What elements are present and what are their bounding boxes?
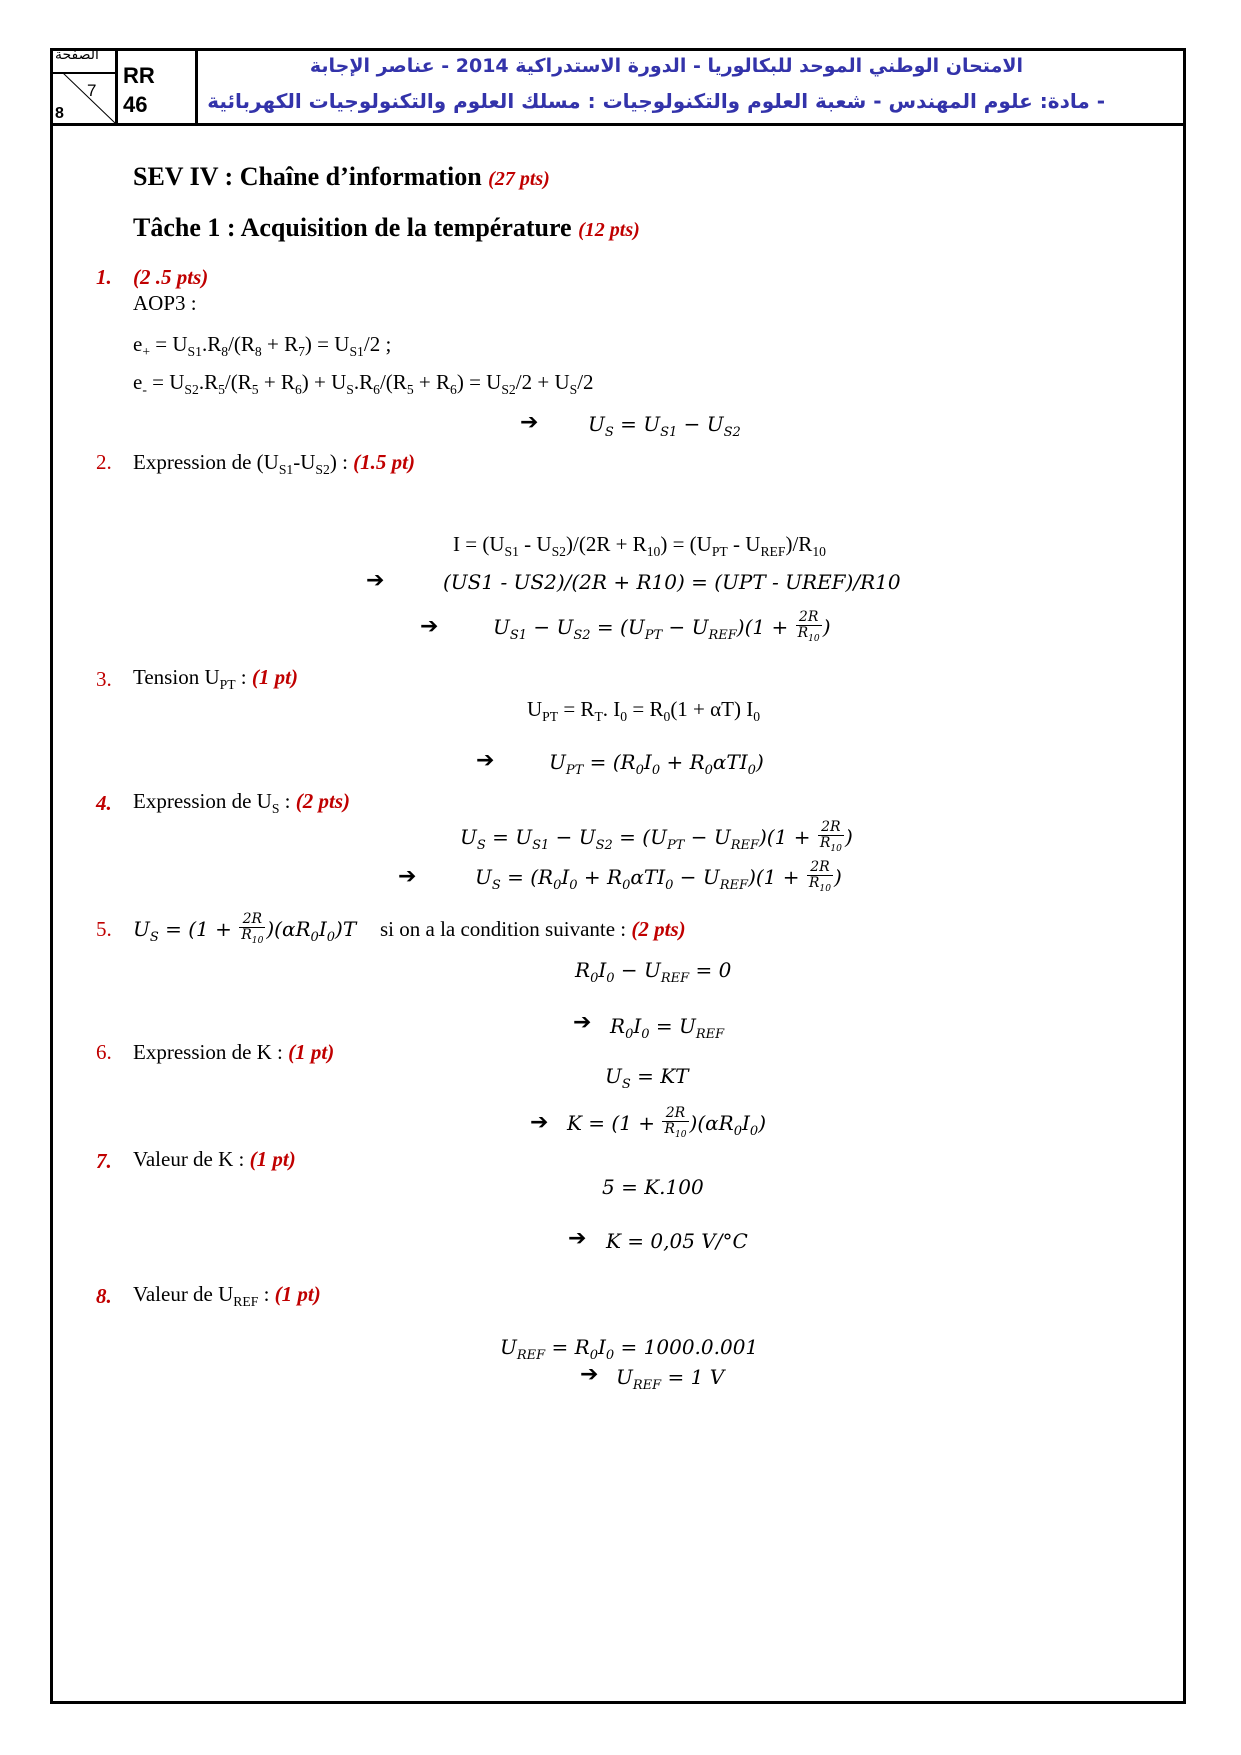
q5-expr: $U_S = (1$ + $\frac{2R}{R_{10}}$ )$(\alpha R_0I_0)T$ xyxy=(133,911,357,946)
q7-number: 7. xyxy=(96,1149,112,1173)
exam-header xyxy=(50,48,1186,126)
q3-eq2: $U_{PT} = (R_0I_0 + R_0\alpha TI_0)$ xyxy=(549,750,764,778)
section-points: (27 pts) xyxy=(488,168,550,190)
arrow-icon: ➔ xyxy=(420,614,439,639)
q2-points: (1.5 pt) xyxy=(353,450,415,474)
page-label: الصفحة xyxy=(55,47,99,63)
header-arabic-line2: - مادة: علوم المهندس - شعبة العلوم والتكنولوجيات : مسلك العلوم والتكنولوجيات الكهربائية xyxy=(207,89,1105,113)
q2-label: Expression de $(U_{S1}-U_{S2})$ : (1.5 pt) xyxy=(133,450,415,478)
q1-result: $U_S = U_{S1} - U_{S2}$ xyxy=(588,412,741,440)
section-title xyxy=(133,162,550,192)
q4-eq2: $U_S = (R_0I_0 + R_0\alpha TI_0 - U_{REF})(1$ + $\frac{2R}{R_{10}}$ ) xyxy=(475,859,842,894)
q7-eq1: 5 = K.100 xyxy=(602,1175,704,1199)
q5-points: (2 pts) xyxy=(631,917,686,941)
arrow-icon: ➔ xyxy=(530,1110,549,1135)
arrow-icon: ➔ xyxy=(568,1226,587,1251)
q5-label xyxy=(380,917,686,942)
q8-points: (1 pt) xyxy=(274,1282,321,1306)
task-title-text: Tâche 1 : Acquisition de la température xyxy=(133,213,572,242)
arrow-icon: ➔ xyxy=(398,864,417,889)
q8-number: 8. xyxy=(96,1284,112,1308)
q8-label: Valeur de $U_{REF}$ : (1 pt) xyxy=(133,1282,321,1310)
q6-label-text: Expression de K : xyxy=(133,1040,283,1064)
header-title xyxy=(198,51,1183,123)
task-points: (12 pts) xyxy=(578,219,640,241)
q7-label xyxy=(133,1147,296,1172)
q1-points: (2 .5 pts) xyxy=(133,265,209,289)
q3-label: Tension $U_{PT}$ : (1 pt) xyxy=(133,665,298,693)
task-title xyxy=(133,213,640,243)
q8-eq1: $U_{REF} = R_0I_0 = 1000.0.001$ xyxy=(500,1335,759,1363)
q4-label: Expression de $U_S$ : (2 pts) xyxy=(133,789,350,817)
arrow-icon: ➔ xyxy=(580,1362,599,1387)
q3-number: 3. xyxy=(96,667,112,691)
q6-points: (1 pt) xyxy=(288,1040,335,1064)
exam-code-line2: 46 xyxy=(123,92,148,117)
q5-label-text: si on a la condition suivante : xyxy=(380,917,627,941)
q8-eq2: $U_{REF} = 1$ V xyxy=(616,1365,725,1393)
q7-points: (1 pt) xyxy=(249,1147,296,1171)
header-arabic-line1: الامتحان الوطني الموحد للبكالوريا - الدورة الاستدراكية 2014 - عناصر الإجابة xyxy=(309,55,1023,77)
arrow-icon: ➔ xyxy=(520,410,539,435)
q6-label xyxy=(133,1040,334,1065)
q4-points: (2 pts) xyxy=(295,789,350,813)
page-number: 7 xyxy=(87,81,97,100)
q2-eq2: (US1 - US2)/(2R + R10) = (UPT - UREF)/R10 xyxy=(443,570,901,594)
page-number-box xyxy=(53,47,118,123)
q7-label-text: Valeur de K : xyxy=(133,1147,245,1171)
q3-points: (1 pt) xyxy=(251,665,298,689)
q5-number: 5. xyxy=(96,917,112,941)
page-total: 8 xyxy=(55,105,64,122)
q5-eq2: $R_0I_0 = U_{REF}$ xyxy=(610,1014,725,1042)
q4-number: 4. xyxy=(96,791,112,815)
q1-label: AOP3 : xyxy=(133,291,197,315)
q7-eq2: K = 0,05 V/°C xyxy=(606,1229,748,1253)
q4-eq1: $U_S = U_{S1} - U_{S2} = (U_{PT} - U_{REF})(1$ + $\frac{2R}{R_{10}}$ ) xyxy=(460,819,853,854)
q5-eq1: $R_0I_0 - U_{REF} = 0$ xyxy=(575,958,732,986)
q6-eq1: $U_S$ = KT xyxy=(605,1064,689,1092)
exam-code-line1: RR xyxy=(123,63,155,88)
q2-eq1: $I = (U_{S1} - U_{S2})/(2R + R_{10}) = (U_{PT} - U_{REF})/R_{10}$ xyxy=(453,532,826,560)
q3-eq1: $U_{PT} = R_T$. $I_0 = R_0(1 + \alpha T)$ $I_0$ xyxy=(527,697,761,725)
q6-number: 6. xyxy=(96,1040,112,1064)
q2-eq3: $U_{S1} - U_{S2} = (U_{PT} - U_{REF})(1$ + $\frac{2R}{R_{10}}$ ) xyxy=(493,609,831,644)
q2-number: 2. xyxy=(96,450,112,474)
arrow-icon: ➔ xyxy=(366,568,385,593)
exam-code xyxy=(118,51,198,123)
arrow-icon: ➔ xyxy=(573,1010,592,1035)
section-title-text: SEV IV : Chaîne d’information xyxy=(133,162,482,191)
q6-eq2: K = (1 + $\frac{2R}{R_{10}}$ )$(\alpha R_0I_0)$ xyxy=(567,1105,766,1140)
q1-eq2: $e_- = U_{S2}.R_5/(R_5 + R_6) + U_S.R_6/(R_5 + R_6) = U_{S2}/2 + U_S/2$ xyxy=(133,370,594,398)
q1-eq1: $e_+ = U_{S1}.R_8/(R_8 + R_7) = U_{S1}/2$ ; xyxy=(133,332,392,360)
arrow-icon: ➔ xyxy=(476,748,495,773)
q1-number: 1. xyxy=(96,265,112,289)
